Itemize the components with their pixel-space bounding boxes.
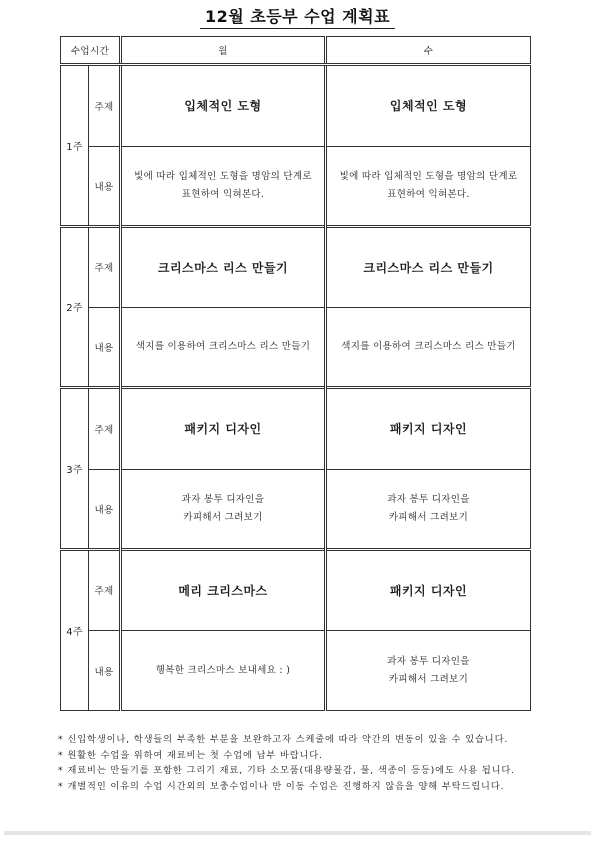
content-line: 과자 봉투 디자인을 <box>387 655 470 667</box>
week-2-content-row <box>61 308 531 388</box>
note-item <box>58 763 515 779</box>
notes-list <box>58 732 515 795</box>
content-cell-mon <box>121 631 326 711</box>
content-line: 빛에 따라 입체적인 도형을 명암의 단계로 <box>134 170 312 182</box>
content-line: 색지를 이용하여 크리스마스 리스 만들기 <box>135 341 311 352</box>
table-body <box>61 65 531 711</box>
content-line: 빛에 따라 입체적인 도형을 명암의 단계로 <box>339 170 518 182</box>
week-label: 3주 <box>61 388 89 550</box>
week-1-topic-row <box>61 65 531 147</box>
week-2-topic-row <box>61 226 531 308</box>
content-line: 카피해서 그려보기 <box>388 511 469 523</box>
topic-cell-mon: 입체적인 도형 <box>121 65 326 147</box>
note-item <box>58 732 515 748</box>
table-head <box>61 37 531 65</box>
note-bullet: * <box>58 734 64 745</box>
week-4-topic-row <box>61 549 531 631</box>
page-title: 12월 초등부 수업 계획표 <box>200 7 395 29</box>
row-label-topic: 주제 <box>89 65 121 147</box>
topic-cell-wed: 패키지 디자인 <box>326 549 531 631</box>
topic-cell-mon: 메리 크리스마스 <box>121 549 326 631</box>
content-cell-wed <box>326 469 531 549</box>
header-day-mon: 월 <box>121 37 326 65</box>
note-bullet: * <box>58 781 64 793</box>
content-cell-mon <box>121 146 326 226</box>
note-text: 개별적인 이유의 수업 시간외의 보충수업이나 반 이동 수업은 진행하지 않음을 양해 부탁드립니다. <box>67 781 505 793</box>
table-header-row <box>61 37 531 65</box>
row-label-topic: 주제 <box>89 549 121 631</box>
week-label: 1주 <box>61 65 89 227</box>
week-label: 2주 <box>61 226 89 388</box>
header-day-wed: 수 <box>326 37 531 65</box>
row-label-topic: 주제 <box>89 388 121 470</box>
content-line: 표현하여 익혀본다. <box>181 188 265 200</box>
topic-cell-wed: 크리스마스 리스 만들기 <box>326 226 531 308</box>
row-label-topic: 주제 <box>89 226 121 308</box>
header-class-time: 수업시간 <box>61 37 121 65</box>
note-bullet: * <box>58 749 64 761</box>
content-cell-wed <box>326 308 531 388</box>
content-line: 카피해서 그려보기 <box>388 673 469 685</box>
note-item <box>58 779 515 795</box>
topic-cell-mon: 크리스마스 리스 만들기 <box>121 226 326 308</box>
scan-edge-band <box>4 831 591 835</box>
note-bullet: * <box>58 765 64 777</box>
row-label-content: 내용 <box>89 308 121 388</box>
note-text: 재료비는 만들기를 포함한 그리기 재료, 기타 소모품(대용량물감, 풀, 색종이 등등)에도 사용 됩니다. <box>67 765 516 777</box>
content-line: 행복한 크리스마스 보내세요 : ) <box>155 664 291 676</box>
content-cell-wed <box>326 146 531 226</box>
content-cell-mon <box>121 469 326 549</box>
row-label-content: 내용 <box>89 469 121 549</box>
content-cell-wed <box>326 631 531 711</box>
content-cell-mon <box>121 308 326 388</box>
content-line: 표현하여 익혀본다. <box>387 188 470 200</box>
week-4-content-row <box>61 631 531 711</box>
note-item <box>58 748 515 764</box>
content-line: 카피해서 그려보기 <box>183 511 263 523</box>
schedule-table <box>60 36 531 711</box>
topic-cell-mon: 패키지 디자인 <box>121 388 326 470</box>
week-1-content-row <box>61 146 531 226</box>
week-3-content-row <box>61 469 531 549</box>
topic-cell-wed: 입체적인 도형 <box>326 65 531 147</box>
content-line: 색지를 이용하여 크리스마스 리스 만들기 <box>341 341 516 352</box>
content-line: 과자 봉투 디자인을 <box>387 493 470 505</box>
topic-cell-wed: 패키지 디자인 <box>326 388 531 470</box>
week-label: 4주 <box>61 549 89 711</box>
week-3-topic-row <box>61 388 531 470</box>
row-label-content: 내용 <box>89 631 121 711</box>
note-text: 원활한 수업을 위하여 재료비는 첫 수업에 납부 바랍니다. <box>67 749 323 761</box>
title-container <box>0 7 595 29</box>
note-text: 신입학생이나, 학생들의 부족한 부분을 보완하고자 스케줄에 따라 약간의 변동이 있을 수 있습니다. <box>67 734 509 745</box>
row-label-content: 내용 <box>89 146 121 226</box>
content-line: 과자 봉투 디자인을 <box>181 493 265 505</box>
